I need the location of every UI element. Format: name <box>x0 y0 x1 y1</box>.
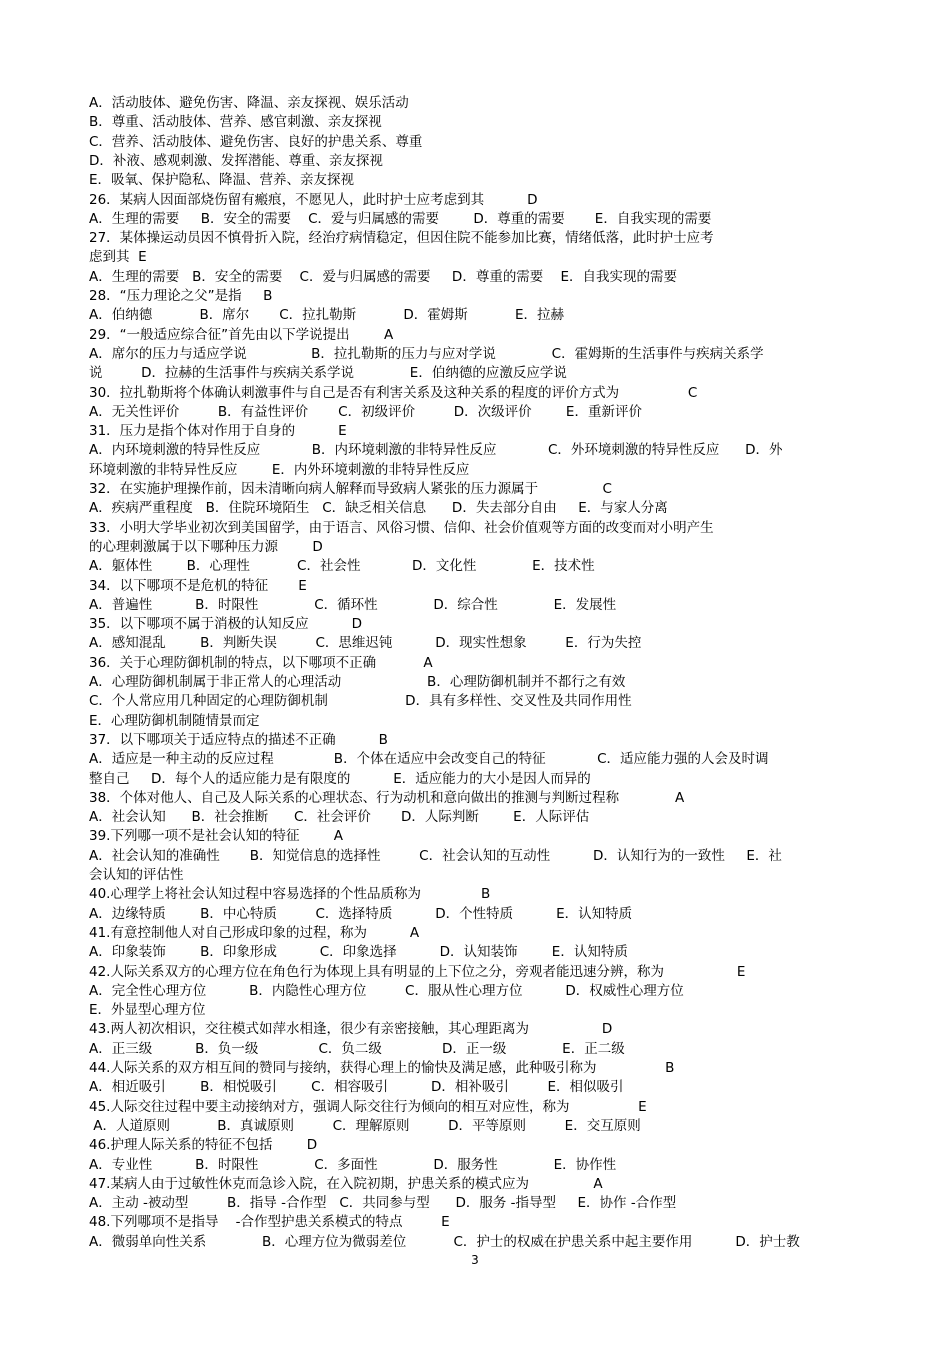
text-line: 34．以下哪项不是危机的特征 E <box>89 577 307 594</box>
text-line: A．心理防御机制属于非正常人的心理活动 B．心理防御机制并不都行之有效 <box>89 674 626 690</box>
text-line: 28．“压力理论之父”是指 B <box>89 288 273 304</box>
text-line: 说 D．拉赫的生活事件与疾病关系学说 E．伯纳德的应激反应学说 <box>89 365 567 382</box>
text-line: A．适应是一种主动的反应过程 B．个体在适应中会改变自己的特征 C．适应能力强的人会及时调 <box>89 751 769 768</box>
text-line: E．吸氧、保护隐私、降温、营养、亲友探视 <box>89 172 355 189</box>
text-line: A．生理的需要 B．安全的需要 C．爱与归属感的需要 D．尊重的需要 E．自我实现的需要 <box>89 268 678 285</box>
text-line: A．躯体性 B．心理性 C．社会性 D．文化性 E．技术性 <box>89 558 595 575</box>
text-line: 26．某病人因面部烧伤留有瘢痕，不愿见人，此时护士应考虑到其 D <box>89 191 538 208</box>
text-line: A．无关性评价 B．有益性评价 C．初级评价 D．次级评价 E．重新评价 <box>89 403 642 420</box>
page-number: 3 <box>471 1253 479 1267</box>
text-line: 48.下列哪项不是指导 -合作型护患关系模式的特点 E <box>89 1214 450 1231</box>
text-line: C．营养、活动肢体、避免伤害、良好的护患关系、尊重 <box>89 133 423 150</box>
text-line: A．感知混乱 B．判断失误 C．思维迟钝 D．现实性想象 E．行为失控 <box>89 635 642 652</box>
text-line: A．社会认知的准确性 B．知觉信息的选择性 C．社会认知的互动性 D．认知行为的一致性 E．社 <box>89 847 782 864</box>
text-line: 44.人际关系的双方相互间的赞同与接纳，获得心理上的愉快及满足感，此种吸引称为 B <box>89 1060 675 1076</box>
text-line: 30．拉扎勒斯将个体确认刺激事件与自己是否有利害关系及这种关系的程度的评价方式为 C <box>89 384 698 401</box>
text-line: E．外显型心理方位 <box>89 1002 206 1019</box>
text-line: 41.有意控制他人对自己形成印象的过程，称为 A <box>89 924 420 941</box>
text-line: 47.某病人由于过敏性休克而急诊入院，在入院初期，护患关系的模式应为 A <box>89 1175 603 1192</box>
text-line: A．专业性 B．时限性 C．多面性 D．服务性 E．协作性 <box>89 1156 617 1173</box>
text-line: 32．在实施护理操作前，因未清晰向病人解释而导致病人紧张的压力源属于 C <box>89 481 612 497</box>
text-line: A．人道原则 B．真诚原则 C．理解原则 D．平等原则 E．交互原则 <box>89 1117 641 1134</box>
text-line: C．个人常应用几种固定的心理防御机制 D．具有多样性、交叉性及共同作用性 <box>89 693 632 710</box>
text-line: A．相近吸引 B．相悦吸引 C．相容吸引 D．相补吸引 E．相似吸引 <box>89 1079 624 1096</box>
text-line: 39.下列哪一项不是社会认知的特征 A <box>89 828 344 845</box>
text-line: 33．小明大学毕业初次到美国留学，由于语言、风俗习惯、信仰、社会价值观等方面的改变而对小明产生 <box>89 519 714 536</box>
text-line: A．印象装饰 B．印象形成 C．印象选择 D．认知装饰 E．认知特质 <box>89 944 628 961</box>
text-line: 46.护理人际关系的特征不包括 D <box>89 1137 318 1154</box>
text-line: 29．“一般适应综合征”首先由以下学说提出 A <box>89 326 394 343</box>
text-line: A．普遍性 B．时限性 C．循环性 D．综合性 E．发展性 <box>89 596 617 613</box>
text-line: A．社会认知 B．社会推断 C．社会评价 D．人际判断 E．人际评估 <box>89 809 590 826</box>
text-line: 的心理刺激属于以下哪种压力源 D <box>89 538 323 555</box>
text-line: 36．关于心理防御机制的特点，以下哪项不正确 A <box>89 654 433 671</box>
text-line: 38．个体对他人、自己及人际关系的心理状态、行为动机和意向做出的推测与判断过程称 A <box>89 789 685 806</box>
text-line: 40.心理学上将社会认知过程中容易选择的个性品质称为 B <box>89 886 491 903</box>
text-line: A．边缘特质 B．中心特质 C．选择特质 D．个性特质 E．认知特质 <box>89 905 633 922</box>
text-line: A．席尔的压力与适应学说 B．拉扎勒斯的压力与应对学说 C．霍姆斯的生活事件与疾病关系学 <box>89 345 764 362</box>
text-line: A．内环境刺激的特异性反应 B．内环境刺激的非特异性反应 C．外环境刺激的特异性反应 D．外 <box>89 442 783 459</box>
text-line: 虑到其 E <box>89 249 147 266</box>
text-line: 37．以下哪项关于适应特点的描述不正确 B <box>89 731 388 748</box>
text-line: B．尊重、活动肢体、营养、感官刺激、亲友探视 <box>89 114 382 131</box>
text-line: A．伯纳德 B．席尔 C．拉扎勒斯 D．霍姆斯 E．拉赫 <box>89 307 564 324</box>
text-line: 27．某体操运动员因不慎骨折入院，经治疗病情稳定，但因住院不能参加比赛，情绪低落，此时护士应考 <box>89 230 714 247</box>
text-line: D．补液、感观刺激、发挥潜能、尊重、亲友探视 <box>89 152 383 169</box>
text-line: 45.人际交往过程中要主动接纳对方，强调人际交往行为倾向的相互对应性，称为 E <box>89 1098 647 1115</box>
text-line: 35．以下哪项不属于消极的认知反应 D <box>89 616 362 633</box>
text-line: 环境刺激的非特异性反应 E．内外环境刺激的非特异性反应 <box>89 461 470 478</box>
text-line: A．疾病严重程度 B．住院环境陌生 C．缺乏相关信息 D．失去部分自由 E．与家人分离 <box>89 500 668 517</box>
text-line: A．活动肢体、避免伤害、降温、亲友探视、娱乐活动 <box>89 95 409 111</box>
text-line: A．生理的需要 B．安全的需要 C．爱与归属感的需要 D．尊重的需要 E．自我实现的需要 <box>89 210 712 227</box>
text-line: 43.两人初次相识，交往模式如萍水相逢，很少有亲密接触，其心理距离为 D <box>89 1021 613 1038</box>
text-line: 31．压力是指个体对作用于自身的 E <box>89 423 347 440</box>
text-line: 整自己 D．每个人的适应能力是有限度的 E．适应能力的大小是因人而异的 <box>89 770 591 787</box>
text-line: 会认知的评估性 <box>89 867 184 883</box>
text-line: E．心理防御机制随情景而定 <box>89 712 260 729</box>
text-line: A．完全性心理方位 B．内隐性心理方位 C．服从性心理方位 D．权威性心理方位 <box>89 982 684 999</box>
text-line: 42.人际关系双方的心理方位在角色行为体现上具有明显的上下位之分，旁观者能迅速分辨，称为 E <box>89 963 746 980</box>
text-line: A．主动 -被动型 B．指导 -合作型 C．共同参与型 D．服务 -指导型 E．协作 -合作型 <box>89 1195 677 1212</box>
text-line: A．微弱单向性关系 B．心理方位为微弱差位 C．护士的权威在护患关系中起主要作用 D．护士教 <box>89 1233 800 1250</box>
text-line: A．正三级 B．负一级 C．负二级 D．正一级 E．正二级 <box>89 1040 625 1057</box>
